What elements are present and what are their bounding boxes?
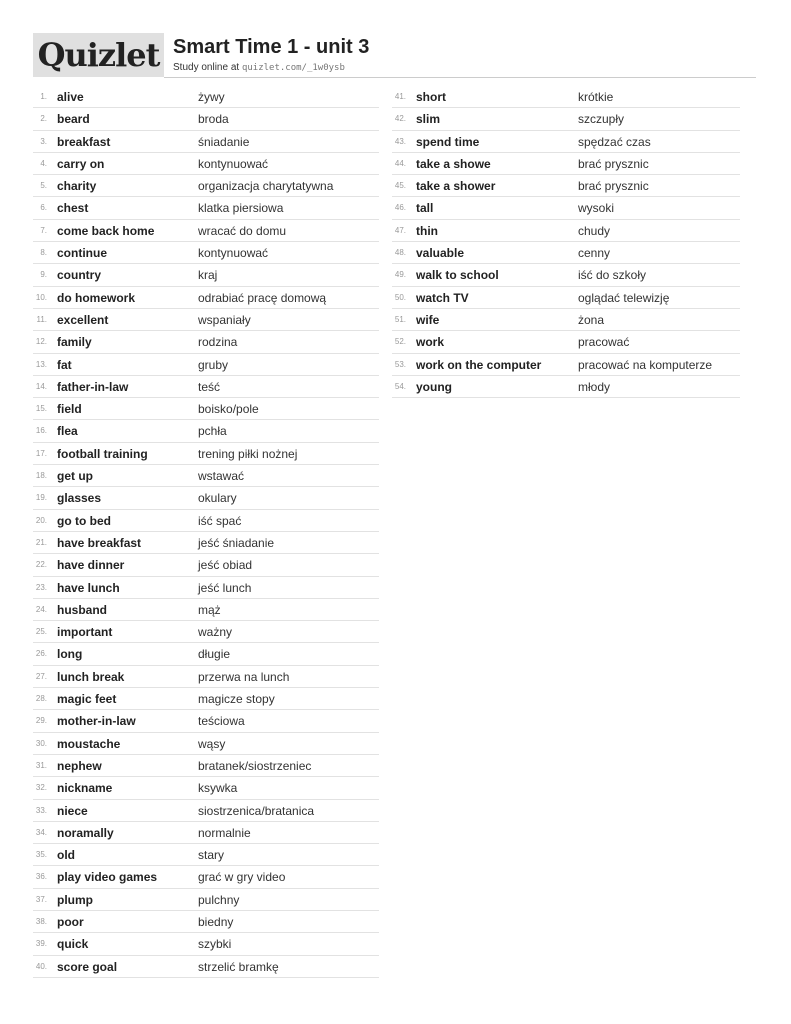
definition-text: grać w gry video [198,870,286,885]
definition-text: stary [198,848,225,863]
term-text: glasses [57,491,102,506]
term-text: work [416,335,445,350]
term-text: come back home [57,223,155,238]
definition-text: siostrzenica/bratanica [198,803,315,818]
term-row [33,643,379,665]
term-row [33,866,379,888]
term-text: magic feet [57,692,117,707]
term-text: take a showe [416,156,491,171]
definition-text: kraj [198,268,218,283]
term-row [33,733,379,755]
term-row [33,577,379,599]
term-row [392,287,740,309]
term-text: young [416,379,452,394]
definition-text: klatka piersiowa [198,201,284,216]
term-number: 40. [35,961,47,971]
term-text: long [57,647,83,662]
term-number: 20. [35,515,47,525]
definition-text: jeść obiad [198,558,253,573]
term-text: have lunch [57,580,120,595]
term-text: lunch break [57,669,125,684]
definition-text: szczupły [578,112,625,127]
term-text: old [57,848,75,863]
term-row [33,911,379,933]
term-text: valuable [416,246,465,261]
term-row [33,599,379,621]
term-number: 43. [394,136,406,146]
term-text: charity [57,179,97,194]
term-number: 50. [394,292,406,302]
term-text: chest [57,201,89,216]
term-text: excellent [57,312,109,327]
definition-text: odrabiać pracę domową [198,290,327,305]
definition-text: spędzać czas [578,134,651,149]
term-number: 54. [394,381,406,391]
term-number: 31. [35,760,47,770]
term-number: 27. [35,671,47,681]
term-row [33,264,379,286]
term-row [33,777,379,799]
definition-text: brać prysznic [578,156,649,171]
term-text: spend time [416,134,480,149]
term-text: go to bed [57,513,111,528]
definition-text: teść [198,379,221,394]
definition-text: kontynuować [198,156,269,171]
definition-text: teściowa [198,714,245,729]
term-text: poor [57,914,84,929]
term-number: 28. [35,694,47,704]
definition-text: jeść śniadanie [198,535,275,550]
term-number: 8. [40,248,47,258]
term-number: 44. [394,158,406,168]
term-number: 19. [35,493,47,503]
page-title: Smart Time 1 - unit 3 [173,36,370,58]
term-number: 32. [35,783,47,793]
quizlet-logo [33,33,164,77]
term-text: moustache [57,736,121,751]
term-number: 26. [35,649,47,659]
term-row [33,755,379,777]
term-number: 48. [394,248,406,258]
term-row [392,264,740,286]
definition-text: przerwa na lunch [198,669,290,684]
study-url[interactable]: quizlet.com/_1w0ysb [241,63,345,73]
term-row [392,220,740,242]
term-row [33,309,379,331]
definition-text: szybki [198,937,232,952]
term-text: have dinner [57,558,125,573]
term-row [33,710,379,732]
term-row [33,465,379,487]
term-row [33,889,379,911]
term-text: field [57,402,82,417]
term-row [33,554,379,576]
term-number: 16. [35,426,47,436]
definition-text: rodzina [198,335,238,350]
term-number: 14. [35,381,47,391]
term-text: watch TV [416,290,469,305]
definition-text: długie [198,647,231,662]
term-number: 9. [40,270,47,280]
term-number: 7. [40,225,47,235]
term-number: 52. [394,337,406,347]
logo-text: Quizlet [37,36,160,74]
definition-text: boisko/pole [198,402,259,417]
term-text: short [416,90,446,104]
definition-text: normalnie [198,825,251,840]
term-row [392,153,740,175]
term-number: 33. [35,805,47,815]
term-number: 30. [35,738,47,748]
term-text: get up [57,469,93,484]
term-row [33,443,379,465]
definition-text: pulchny [198,892,240,907]
term-number: 3. [40,136,47,146]
definition-text: okulary [198,491,237,506]
definition-text: strzelić bramkę [198,959,279,974]
definition-text: oglądać telewizję [578,290,670,305]
term-row [33,354,379,376]
term-text: slim [416,112,441,127]
term-list-right [392,86,740,398]
term-text: have breakfast [57,535,142,550]
definition-text: żona [578,312,605,327]
term-number: 10. [35,292,47,302]
definition-text: pchła [198,424,227,439]
definition-text: wspaniały [198,312,251,327]
term-text: nickname [57,781,113,796]
definition-text: młody [578,379,611,394]
term-number: 53. [394,359,406,369]
term-number: 5. [40,181,47,191]
term-number: 23. [35,582,47,592]
definition-text: krótkie [578,90,614,104]
term-text: score goal [57,959,118,974]
term-text: plump [57,892,93,907]
definition-text: wracać do domu [198,223,287,238]
definition-text: brać prysznic [578,179,649,194]
term-text: mother-in-law [57,714,136,729]
term-number: 13. [35,359,47,369]
term-row [33,956,379,978]
term-number: 2. [40,114,47,124]
term-row [33,621,379,643]
term-text: father-in-law [57,379,129,394]
definition-text: jeść lunch [198,580,252,595]
study-prefix: Study online at [173,62,242,73]
term-number: 41. [394,92,406,101]
term-number: 35. [35,850,47,860]
term-row [392,242,740,264]
term-text: do homework [57,290,136,305]
term-row [392,197,740,219]
definition-text: żywy [198,90,225,104]
term-text: tall [416,201,434,216]
term-row [33,86,379,108]
term-number: 47. [394,225,406,235]
term-row [33,532,379,554]
study-online-line [173,62,345,73]
term-text: quick [57,937,89,952]
definition-text: wstawać [198,469,245,484]
term-row [33,220,379,242]
term-text: important [57,625,113,640]
term-text: continue [57,246,107,261]
term-number: 29. [35,716,47,726]
term-row [33,487,379,509]
term-text: husband [57,602,107,617]
header-divider [164,77,756,78]
term-number: 45. [394,181,406,191]
term-row [392,309,740,331]
term-text: wife [416,312,440,327]
term-text: carry on [57,156,105,171]
term-row [392,86,740,108]
definition-text: ksywka [198,781,238,796]
term-text: play video games [57,870,158,885]
definition-text: pracować na komputerze [578,357,713,372]
definition-text: śniadanie [198,134,250,149]
term-number: 25. [35,627,47,637]
term-number: 17. [35,448,47,458]
term-number: 21. [35,537,47,547]
term-row [33,242,379,264]
term-text: family [57,335,92,350]
term-number: 1. [40,92,47,101]
definition-text: wysoki [578,201,615,216]
term-number: 15. [35,404,47,414]
definition-text: iść spać [198,513,242,528]
term-text: fat [57,357,72,372]
term-text: take a shower [416,179,496,194]
term-number: 11. [36,314,47,324]
term-row [33,666,379,688]
term-row [33,398,379,420]
term-row [33,108,379,130]
term-row [33,376,379,398]
term-row [33,197,379,219]
term-number: 4. [40,158,47,168]
term-number: 24. [35,604,47,614]
term-row [392,175,740,197]
term-row [392,131,740,153]
term-number: 42. [394,114,406,124]
definition-text: biedny [198,914,234,929]
definition-text: organizacja charytatywna [198,179,334,194]
term-text: niece [57,803,88,818]
term-number: 36. [35,872,47,882]
term-row [392,376,740,398]
term-text: beard [57,112,90,127]
term-number: 18. [35,471,47,481]
definition-text: cenny [578,246,611,261]
term-number: 22. [35,560,47,570]
term-row [33,287,379,309]
term-text: thin [416,223,438,238]
definition-text: gruby [198,357,229,372]
term-row [33,131,379,153]
term-number: 34. [35,827,47,837]
term-number: 38. [35,916,47,926]
term-text: walk to school [416,268,499,283]
term-row [33,420,379,442]
term-text: breakfast [57,134,111,149]
term-list-left [33,86,379,978]
term-number: 46. [394,203,406,213]
definition-text: wąsy [198,736,226,751]
term-row [33,933,379,955]
term-row [392,331,740,353]
definition-text: chudy [578,223,611,238]
definition-text: kontynuować [198,246,269,261]
term-text: noramally [57,825,114,840]
term-row [33,175,379,197]
definition-text: trening piłki nożnej [198,446,298,461]
term-number: 39. [35,939,47,949]
term-number: 6. [40,203,47,213]
term-text: alive [57,90,84,104]
term-row [33,688,379,710]
term-number: 37. [35,894,47,904]
term-row [33,800,379,822]
term-row [33,822,379,844]
definition-text: iść do szkoły [578,268,647,283]
definition-text: pracować [578,335,630,350]
definition-text: broda [198,112,229,127]
term-text: country [57,268,102,283]
definition-text: ważny [198,625,233,640]
definition-text: bratanek/siostrzeniec [198,758,312,773]
term-row [33,510,379,532]
term-row [392,354,740,376]
term-text: work on the computer [416,357,542,372]
definition-text: mąż [198,602,221,617]
term-row [33,153,379,175]
term-text: football training [57,446,148,461]
term-row [392,108,740,130]
term-number: 51. [394,314,406,324]
term-text: flea [57,424,78,439]
term-row [33,331,379,353]
term-number: 49. [394,270,406,280]
term-row [33,844,379,866]
term-text: nephew [57,758,102,773]
term-number: 12. [35,337,47,347]
definition-text: magicze stopy [198,692,275,707]
